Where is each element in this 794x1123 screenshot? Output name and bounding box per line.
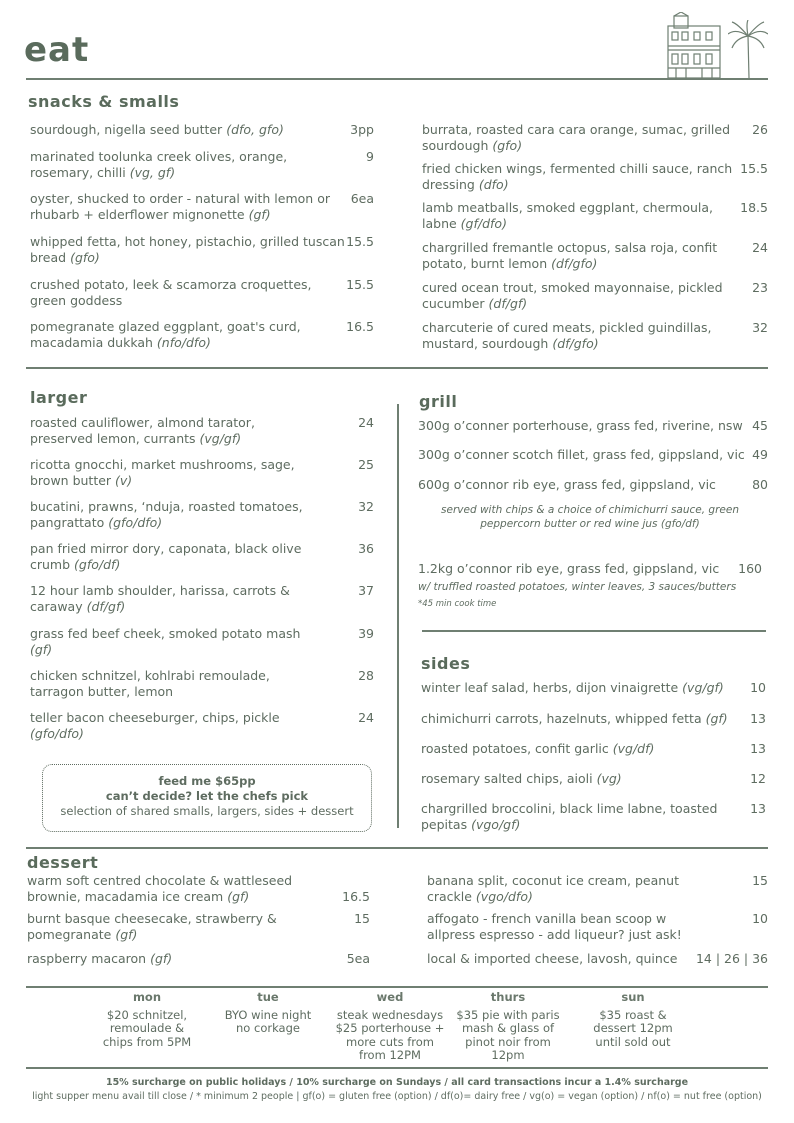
menu-item <box>27 911 327 943</box>
grill-big-note: w/ truffled roasted potatoes, winter leaves, 3 sauces/butters <box>418 581 737 593</box>
menu-item-name: bucatini, prawns, ‘nduja, roasted tomatoes, pangrattato <box>30 499 303 530</box>
menu-item-price: 3pp <box>350 122 374 137</box>
menu-item-price: 12 <box>750 771 766 786</box>
grill-served-note: served with chips & a choice of chimichurri sauce, green peppercorn butter or red wine jus (gfo/df) <box>441 504 739 530</box>
menu-item <box>421 711 741 727</box>
menu-item-price: 6ea <box>350 191 374 206</box>
menu-item-name: oyster, shucked to order - natural with lemon or rhubarb + elderflower mignonette <box>30 191 330 222</box>
menu-item-name: 300g o’conner scotch fillet, grass fed, gippsland, vic <box>418 447 745 462</box>
menu-item-name: 600g o’connor rib eye, grass fed, gippsland, vic <box>418 477 716 492</box>
menu-item <box>30 277 350 309</box>
menu-item-price: 26 <box>752 122 768 137</box>
section-rule <box>26 847 768 849</box>
menu-item <box>30 626 320 658</box>
menu-item <box>422 280 734 312</box>
menu-item-name: burnt basque cheesecake, strawberry & pomegranate <box>27 911 277 942</box>
menu-item <box>30 415 320 447</box>
feed-me-subtitle: can’t decide? let the chefs pick <box>105 789 309 803</box>
menu-item <box>27 951 327 967</box>
menu-item-dietary: (df/gf) <box>86 599 126 614</box>
section-heading-dessert: dessert <box>27 853 99 872</box>
menu-item-dietary: (dfo, gfo) <box>226 122 284 137</box>
menu-item-price: 16.5 <box>342 889 370 904</box>
section-heading-snacks: snacks & smalls <box>28 92 180 111</box>
special-description: $35 pie with paris mash & glass of pinot noir from 12pm <box>456 1007 560 1062</box>
menu-item-price: 13 <box>750 711 766 726</box>
menu-item-dietary: (gf/dfo) <box>460 216 507 231</box>
menu-item <box>30 499 320 531</box>
menu-item-name: chargrilled broccolini, black lime labne, toasted pepitas <box>421 801 718 832</box>
menu-item-name: chicken schnitzel, kohlrabi remoulade, tarragon butter, lemon <box>30 668 270 699</box>
menu-item-dietary: (gfo) <box>70 250 100 265</box>
menu-item <box>30 319 350 351</box>
menu-item <box>30 541 320 573</box>
menu-item-price: 24 <box>358 710 374 725</box>
grill-cook-time: *45 min cook time <box>418 599 497 609</box>
menu-item-dietary: (nfo/dfo) <box>156 335 211 350</box>
section-heading-sides: sides <box>421 654 471 673</box>
menu-item-name: charcuterie of cured meats, pickled guindillas, mustard, sourdough <box>422 320 712 351</box>
menu-item-name: burrata, roasted cara cara orange, sumac, grilled sourdough <box>422 122 731 153</box>
section-rule <box>26 367 768 369</box>
special-description: steak wednesdays $25 porterhouse + more cuts from from 12PM <box>335 1007 445 1062</box>
menu-item-dietary: (vg/gf) <box>682 680 724 695</box>
grill-big-item: 1.2kg o’connor rib eye, grass fed, gippsland, vic <box>418 561 720 576</box>
menu-item-name: sourdough, nigella seed butter <box>30 122 227 137</box>
menu-item-price: 32 <box>358 499 374 514</box>
menu-item-dietary: (dfo) <box>478 177 509 192</box>
menu-item-name: warm soft centred chocolate & wattleseed brownie, macadamia ice cream <box>27 873 293 904</box>
menu-item-name: pomegranate glazed eggplant, goat's curd, macadamia dukkah <box>30 319 301 350</box>
menu-item-name: roasted cauliflower, almond tarator, preserved lemon, currants <box>30 415 255 446</box>
menu-item-dietary: (df/gfo) <box>551 256 598 271</box>
special-day-name: wed <box>376 990 404 1004</box>
special-sun <box>585 991 681 1049</box>
menu-item-name: pan fried mirror dory, caponata, black olive crumb <box>30 541 302 572</box>
special-description: $35 roast & dessert 12pm until sold out <box>593 1007 673 1049</box>
menu-item-dietary: (vgo/dfo) <box>475 889 533 904</box>
footer-rule <box>26 1067 768 1069</box>
dietary-legend: light supper menu avail till close / * minimum 2 people | gf(o) = gluten free (option) / df(o)= dairy free / vg(o) = vegan (option) / nf(o) = nut free (option) <box>32 1091 762 1102</box>
menu-item-dietary: (gf) <box>248 207 271 222</box>
menu-item-price: 80 <box>752 477 768 492</box>
menu-item-price: 39 <box>358 626 374 641</box>
surcharge-note: 15% surcharge on public holidays / 10% surcharge on Sundays / all card transactions incur a 1.4% surcharge <box>105 1077 689 1088</box>
menu-item <box>421 801 741 833</box>
menu-item-dietary: (gfo/dfo) <box>30 726 84 741</box>
menu-item-price: 5ea <box>346 951 370 966</box>
menu-item-dietary: (gf) <box>30 642 53 657</box>
menu-item <box>30 710 320 742</box>
menu-item-name: chimichurri carrots, hazelnuts, whipped fetta <box>421 711 706 726</box>
menu-item-name: teller bacon cheeseburger, chips, pickle <box>30 710 280 725</box>
menu-item-name: winter leaf salad, herbs, dijon vinaigrette <box>421 680 683 695</box>
menu-item-dietary: (gf) <box>150 951 173 966</box>
menu-item-price: 15.5 <box>346 277 374 292</box>
menu-item-price: 14 | 26 | 36 <box>695 951 768 966</box>
building-icon <box>664 12 724 80</box>
menu-item-name: marinated toolunka creek olives, orange, rosemary, chilli <box>30 149 288 180</box>
menu-item-price: 15 <box>354 911 370 926</box>
menu-item <box>30 457 320 489</box>
menu-item-price: 13 <box>750 741 766 756</box>
menu-item-price: 18.5 <box>740 200 768 215</box>
menu-item-dietary: (df/gfo) <box>552 336 599 351</box>
menu-item-price: 24 <box>358 415 374 430</box>
menu-item-price: 32 <box>752 320 768 335</box>
menu-item-price: 36 <box>358 541 374 556</box>
menu-item-dietary: (gf) <box>115 927 138 942</box>
menu-item-price: 15.5 <box>740 161 768 176</box>
menu-item-dietary: (vg) <box>596 771 622 786</box>
menu-item-dietary: (vg/gf) <box>199 431 242 446</box>
page-title: eat <box>24 30 90 70</box>
menu-item-dietary: (gfo) <box>492 138 523 153</box>
special-description: $20 schnitzel, remoulade & chips from 5PM <box>102 1007 192 1049</box>
menu-item-price: 23 <box>752 280 768 295</box>
menu-item-name: 12 hour lamb shoulder, harissa, carrots & caraway <box>30 583 290 614</box>
special-wed <box>333 991 447 1063</box>
special-day-name: mon <box>132 990 162 1004</box>
menu-item-price: 13 <box>750 801 766 816</box>
menu-item <box>422 200 734 232</box>
menu-item-name: cured ocean trout, smoked mayonnaise, pickled cucumber <box>422 280 723 311</box>
menu-item-dietary: (gf) <box>705 711 728 726</box>
menu-item-dietary: (gfo/df) <box>74 557 121 572</box>
menu-item <box>421 741 741 757</box>
grill-rule <box>422 630 766 632</box>
menu-item-price: 9 <box>366 149 374 164</box>
special-mon <box>100 991 194 1049</box>
menu-item-name: banana split, coconut ice cream, peanut crackle <box>427 873 679 904</box>
menu-item-price: 28 <box>358 668 374 683</box>
menu-item <box>30 149 350 181</box>
menu-item <box>427 873 712 905</box>
menu-item <box>30 583 320 615</box>
menu-item-name: ricotta gnocchi, market mushrooms, sage, brown butter <box>30 457 295 488</box>
feed-me-title: feed me $65pp <box>158 774 256 788</box>
menu-item-price: 37 <box>358 583 374 598</box>
menu-item-dietary: (v) <box>115 473 133 488</box>
grill-big-price: 160 <box>738 561 762 576</box>
menu-item-price: 25 <box>358 457 374 472</box>
column-divider <box>397 404 399 828</box>
menu-item <box>427 951 697 967</box>
section-heading-grill: grill <box>419 392 458 411</box>
menu-item-name: chargrilled fremantle octopus, salsa roja, confit potato, burnt lemon <box>422 240 718 271</box>
feed-me-description: selection of shared smalls, largers, sides + dessert <box>60 804 354 818</box>
menu-item-name: affogato - french vanilla bean scoop w allpress espresso - add liqueur? just ask! <box>427 911 682 942</box>
special-day-name: tue <box>257 990 279 1004</box>
menu-item-price: 15.5 <box>346 234 374 249</box>
menu-item <box>422 122 734 154</box>
header-rule <box>26 78 768 80</box>
menu-item <box>422 320 734 352</box>
menu-item-dietary: (vg/df) <box>612 741 655 756</box>
menu-item-name: rosemary salted chips, aioli <box>421 771 597 786</box>
menu-item <box>421 680 741 696</box>
special-thurs <box>455 991 561 1063</box>
special-day-name: sun <box>621 990 645 1004</box>
special-tue <box>220 991 316 1036</box>
menu-item-price: 24 <box>752 240 768 255</box>
menu-item-dietary: (df/gf) <box>488 296 528 311</box>
menu-item <box>427 911 712 943</box>
menu-item-price: 16.5 <box>346 319 374 334</box>
palm-tree-icon <box>728 20 768 80</box>
section-heading-larger: larger <box>30 388 88 407</box>
menu-item-name: 300g o’conner porterhouse, grass fed, riverine, nsw <box>418 418 743 433</box>
menu-item-name: crushed potato, leek & scamorza croquettes, green goddess <box>30 277 312 308</box>
menu-item <box>421 771 741 787</box>
menu-item <box>30 191 350 223</box>
menu-item-name: lamb meatballs, smoked eggplant, chermoula, labne <box>422 200 714 231</box>
menu-item <box>30 234 350 266</box>
menu-item-price: 45 <box>752 418 768 433</box>
menu-item <box>422 161 734 193</box>
menu-item-name: raspberry macaron <box>27 951 151 966</box>
menu-item-dietary: (gf) <box>227 889 250 904</box>
menu-item-name: fried chicken wings, fermented chilli sauce, ranch dressing <box>422 161 733 192</box>
special-description: BYO wine night no corkage <box>224 1007 312 1035</box>
menu-item-name: roasted potatoes, confit garlic <box>421 741 613 756</box>
menu-item-price: 10 <box>752 911 768 926</box>
menu-item-dietary: (gfo/dfo) <box>108 515 163 530</box>
menu-item-price: 49 <box>752 447 768 462</box>
menu-item <box>27 873 327 905</box>
menu-item-dietary: (vg, gf) <box>129 165 176 180</box>
menu-item <box>30 668 320 700</box>
menu-item-name: grass fed beef cheek, smoked potato mash <box>30 626 301 641</box>
menu-item-name: local & imported cheese, lavosh, quince <box>427 951 678 966</box>
menu-item-price: 15 <box>752 873 768 888</box>
section-rule <box>26 986 768 988</box>
menu-item-price: 10 <box>750 680 766 695</box>
special-day-name: thurs <box>490 990 526 1004</box>
menu-item <box>422 240 734 272</box>
feed-me-box <box>42 764 372 832</box>
menu-item-dietary: (vgo/gf) <box>471 817 521 832</box>
menu-item <box>30 122 350 138</box>
menu-item-name: whipped fetta, hot honey, pistachio, grilled tuscan bread <box>30 234 345 265</box>
